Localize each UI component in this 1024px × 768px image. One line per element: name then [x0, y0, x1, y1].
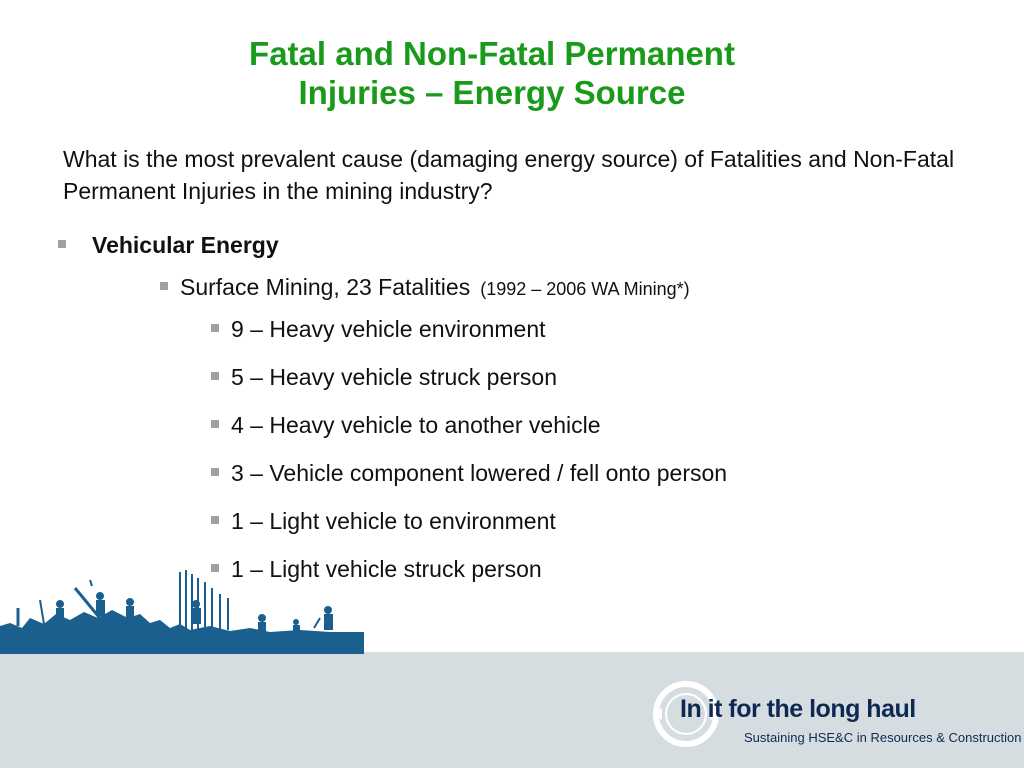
bullet-square-icon [58, 240, 66, 248]
bullet-surface-mining [160, 274, 690, 301]
list-item [211, 508, 556, 535]
bullet-square-icon [211, 468, 219, 476]
list-item-label: 1 – Light vehicle to environment [231, 508, 556, 534]
bullet-square-icon [211, 420, 219, 428]
list-item [211, 364, 557, 391]
bullet-square-icon [211, 516, 219, 524]
slide-title-line-2: Injuries – Energy Source [298, 74, 686, 111]
list-item-label: 9 – Heavy vehicle environment [231, 316, 546, 342]
slide-title-line-1: Fatal and Non-Fatal Permanent [249, 35, 735, 72]
bullet-square-icon [211, 324, 219, 332]
list-item-label: 3 – Vehicle component lowered / fell onto person [231, 460, 728, 486]
logo-subtitle: Sustaining HSE&C in Resources & Construction [744, 730, 1022, 745]
bullet-vehicular-energy [58, 232, 279, 259]
slide-title [0, 34, 984, 112]
list-item [211, 412, 601, 439]
intro-question: What is the most prevalent cause (damaging energy source) of Fatalities and Non-Fatal Permanent Injuries in the mining industry? [63, 146, 955, 204]
bullet-label: Vehicular Energy [92, 232, 279, 258]
list-item-label: 1 – Light vehicle struck person [231, 556, 542, 582]
bullet-square-icon [211, 372, 219, 380]
list-item-label: 5 – Heavy vehicle struck person [231, 364, 557, 390]
list-item [211, 460, 727, 487]
bullet-label: Surface Mining, 23 Fatalities [180, 274, 471, 300]
construction-workers-silhouette [0, 568, 364, 654]
list-item [211, 316, 546, 343]
company-logo [650, 678, 1022, 758]
bullet-square-icon [160, 282, 168, 290]
bullet-note: (1992 – 2006 WA Mining*) [480, 279, 690, 299]
logo-title: In it for the long haul [680, 695, 916, 723]
list-item-label: 4 – Heavy vehicle to another vehicle [231, 412, 601, 438]
